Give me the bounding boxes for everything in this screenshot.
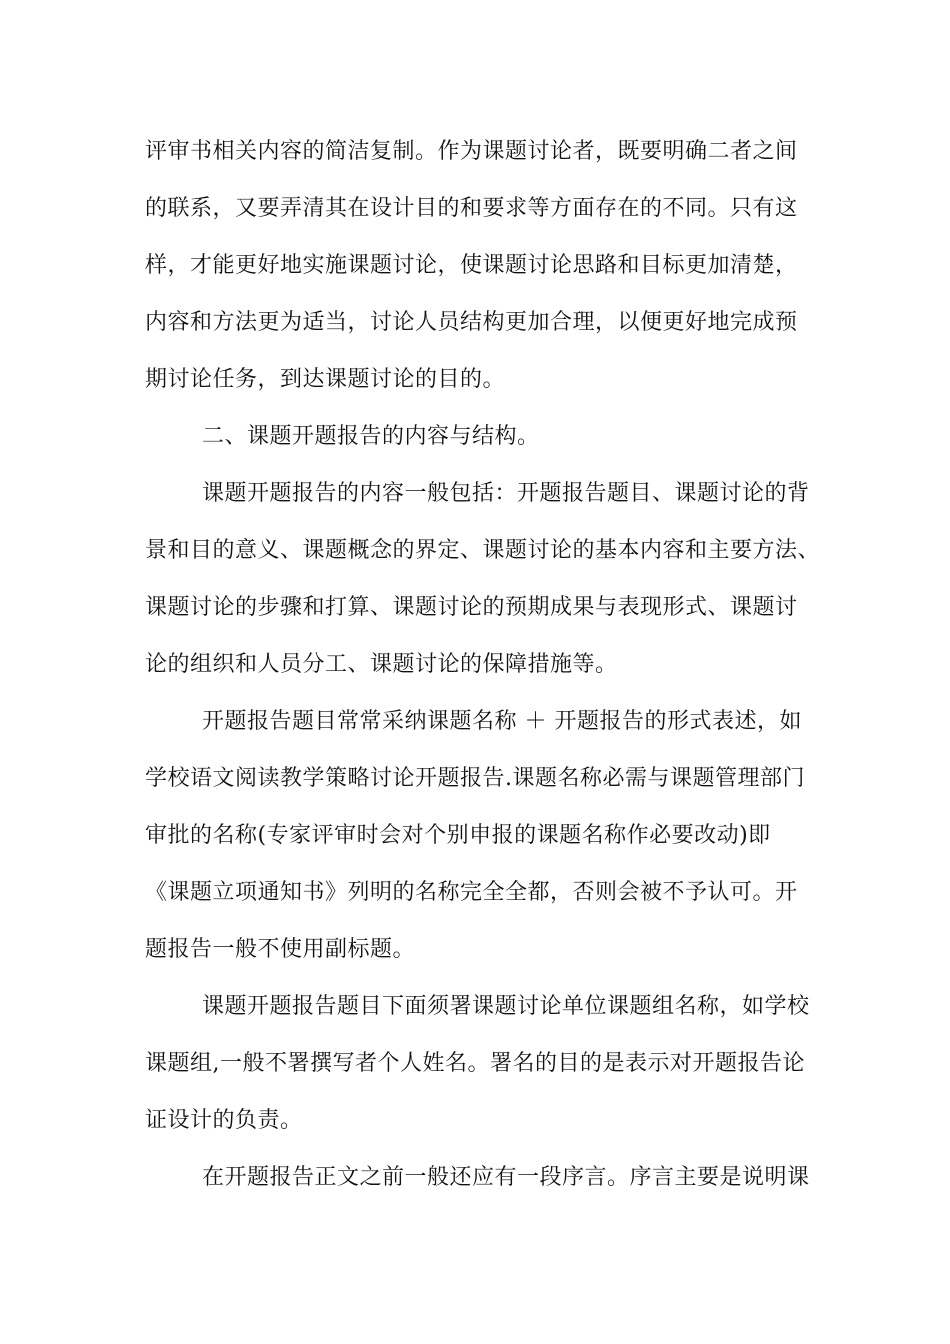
section-heading: 二、课题开题报告的内容与结构。 bbox=[202, 424, 540, 449]
body-line-15: 题报告一般不使用副标题。 bbox=[145, 937, 416, 962]
body-line-3: 样，才能更好地实施课题讨论，使课题讨论思路和目标更加清楚， bbox=[145, 253, 798, 278]
body-line-11: 开题报告题目常常采纳课题名称 ＋ 开题报告的形式表述，如 bbox=[202, 709, 802, 734]
body-line-16: 课题开题报告题目下面须署课题讨论单位课题组名称，如学校 bbox=[202, 994, 810, 1019]
body-line-9: 课题讨论的步骤和打算、课题讨论的预期成果与表现形式、课题讨 bbox=[145, 595, 798, 620]
body-line-4: 内容和方法更为适当，讨论人员结构更加合理，以便更好地完成预 bbox=[145, 310, 798, 335]
body-line-19: 在开题报告正文之前一般还应有一段序言。序言主要是说明课 bbox=[202, 1165, 810, 1190]
body-line-18: 证设计的负责。 bbox=[145, 1108, 303, 1133]
body-line-7: 课题开题报告的内容一般包括：开题报告题目、课题讨论的背 bbox=[202, 481, 810, 506]
body-line-12: 学校语文阅读教学策略讨论开题报告.课题名称必需与课题管理部门 bbox=[145, 766, 805, 791]
body-line-13: 审批的名称(专家评审时会对个别申报的课题名称作必要改动)即 bbox=[145, 823, 771, 848]
body-line-1: 评审书相关内容的简洁复制。作为课题讨论者，既要明确二者之间 bbox=[145, 139, 798, 164]
body-line-5: 期讨论任务，到达课题讨论的目的。 bbox=[145, 367, 506, 392]
body-line-8: 景和目的意义、课题概念的界定、课题讨论的基本内容和主要方法、 bbox=[145, 538, 821, 563]
body-line-17: 课题组,一般不署撰写者个人姓名。署名的目的是表示对开题报告论 bbox=[145, 1051, 805, 1076]
body-line-14: 《课题立项通知书》列明的名称完全全都，否则会被不予认可。开 bbox=[145, 880, 798, 905]
body-line-10: 论的组织和人员分工、课题讨论的保障措施等。 bbox=[145, 652, 618, 677]
body-line-2: 的联系，又要弄清其在设计目的和要求等方面存在的不同。只有这 bbox=[145, 196, 798, 221]
